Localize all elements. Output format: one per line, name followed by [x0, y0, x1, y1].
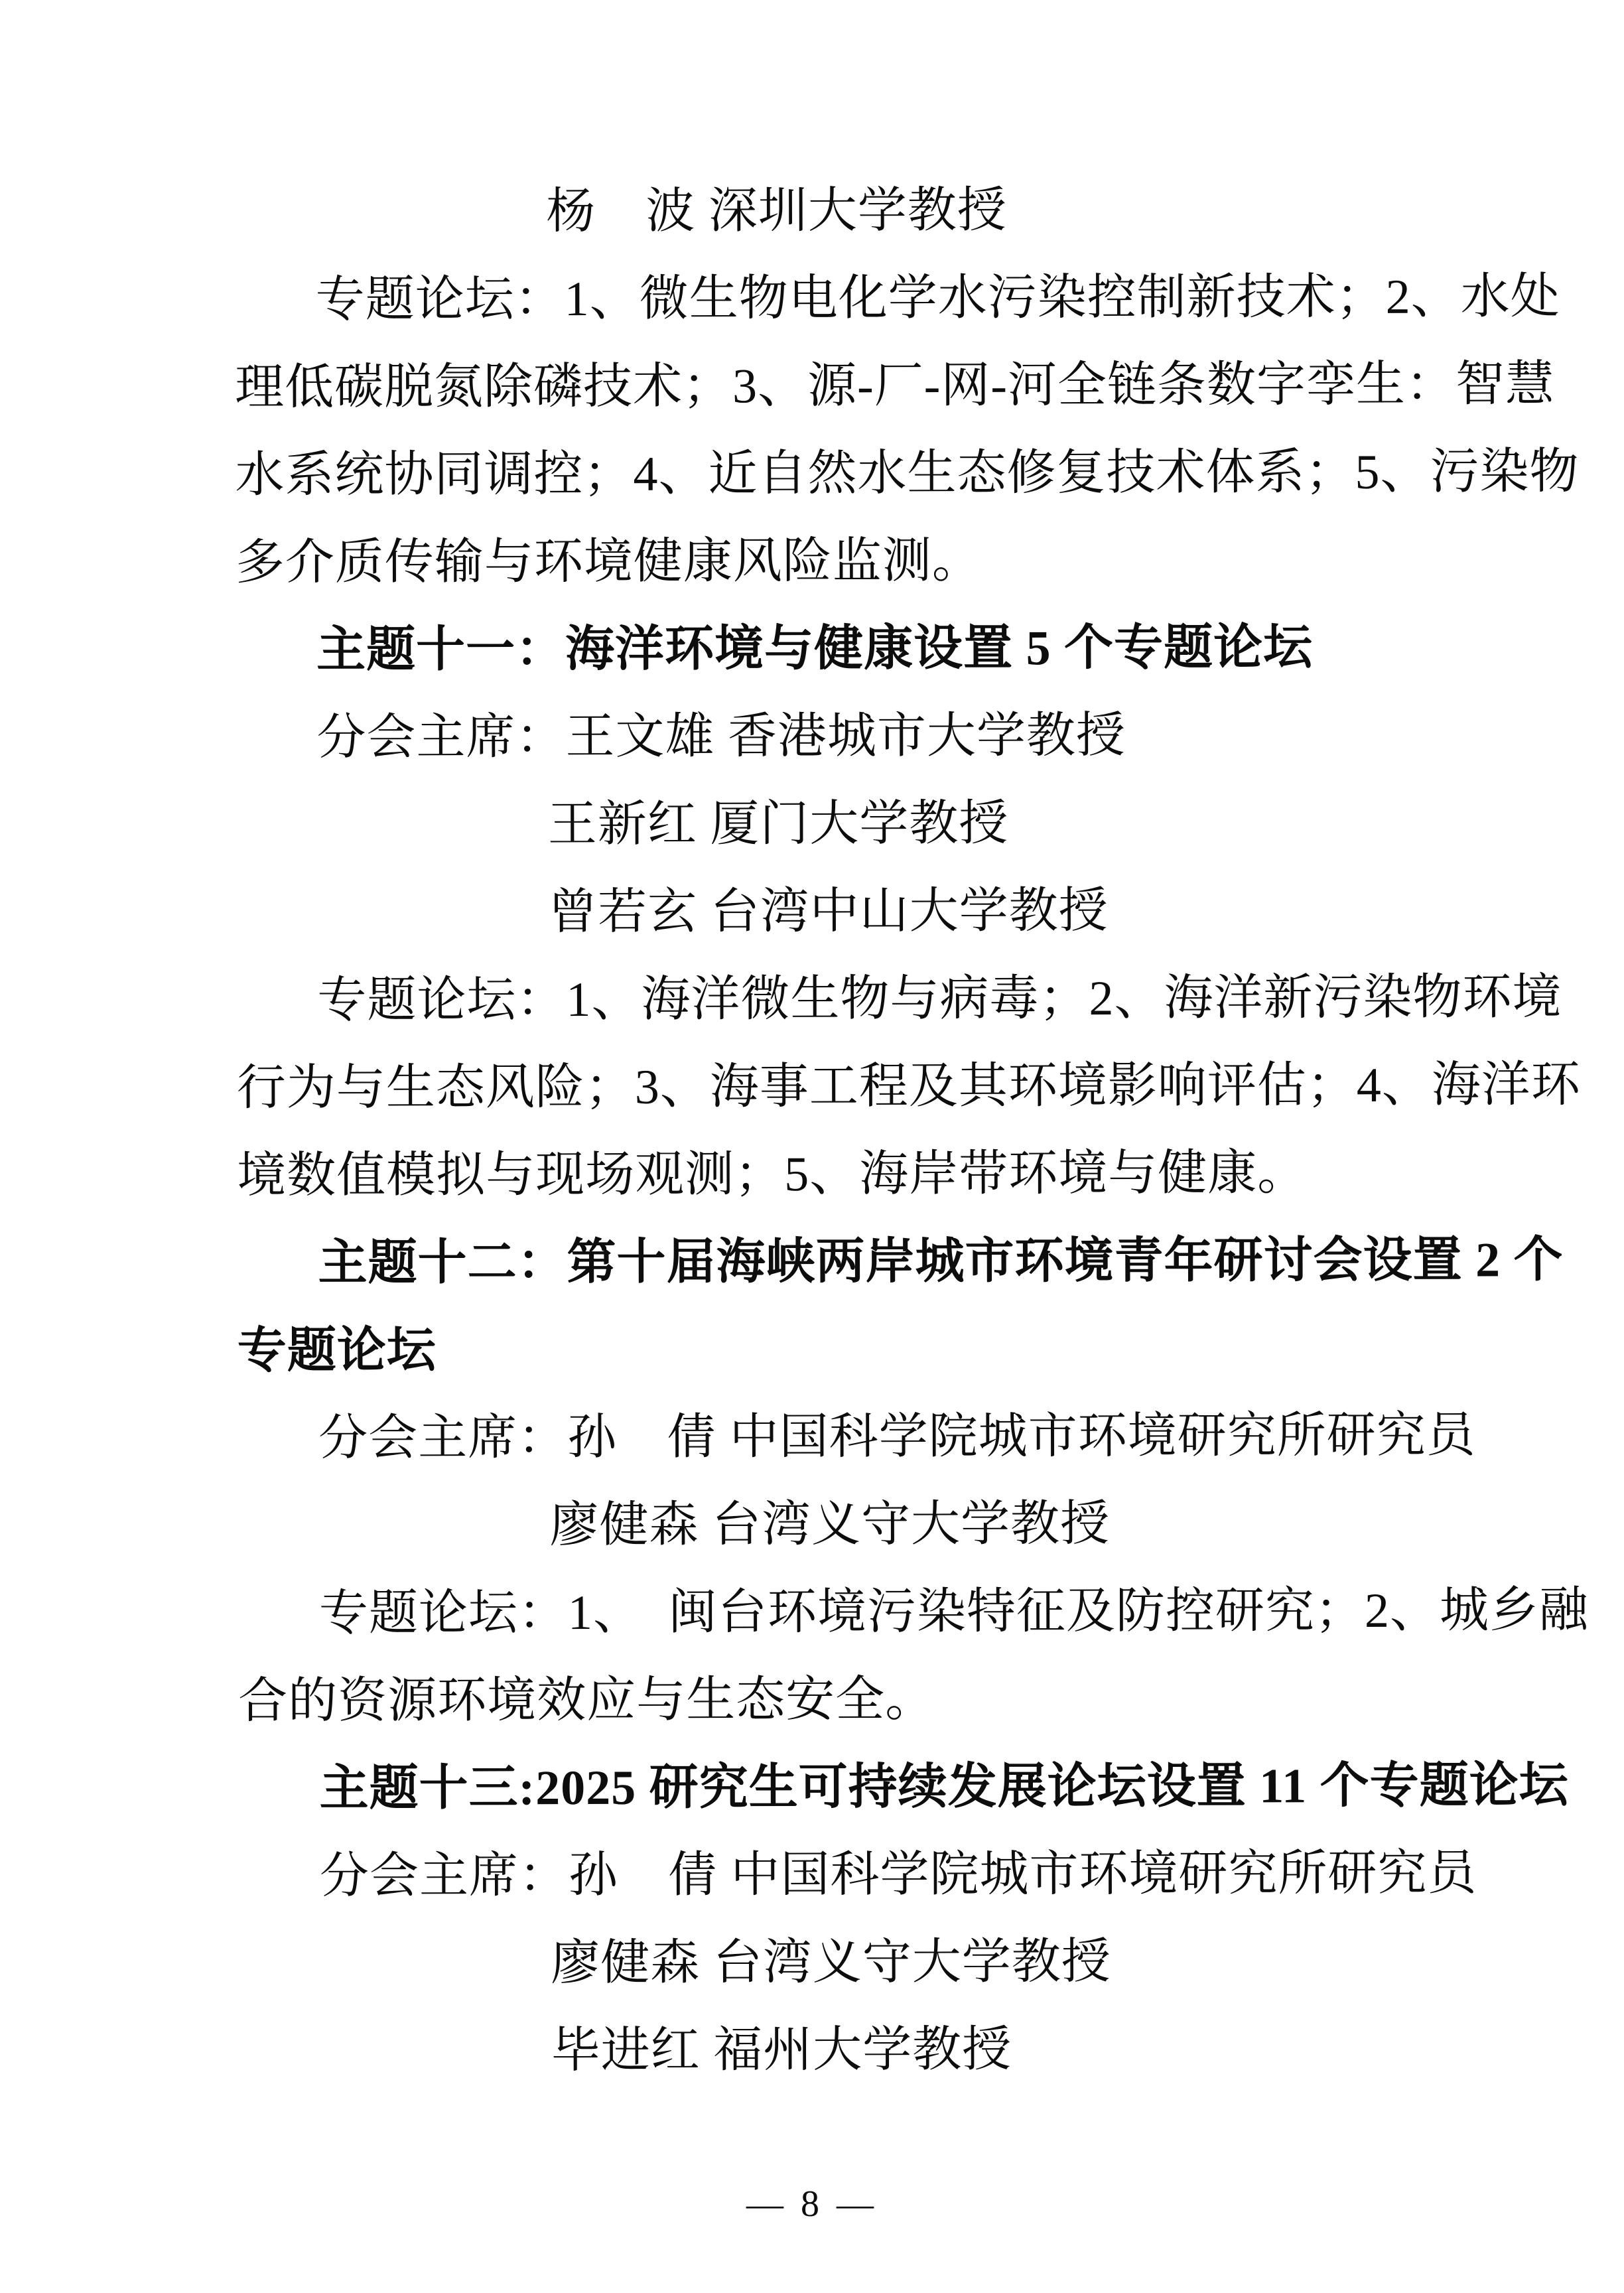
text-line: 专题论坛：1、 闽台环境污染特征及防控研究；2、城乡融 — [318, 1583, 1590, 1641]
text-line: 行为与生态风险；3、海事工程及其环境影响评估；4、海洋环 — [236, 1058, 1581, 1116]
text-line: 廖健森 台湾义守大学教授 — [549, 1496, 1111, 1553]
document-text-block — [234, 166, 1590, 2096]
text-line: 专题论坛：1、微生物电化学水污染控制新技术；2、水处 — [315, 269, 1560, 328]
text-line: 理低碳脱氮除磷技术；3、源-厂-网-河全链条数字孪生：智慧 — [234, 357, 1556, 415]
text-line: 主题十三:2025 研究生可持续发展论坛设置 11 个专题论坛 — [319, 1758, 1569, 1817]
page-number: — 8 — — [746, 2184, 878, 2225]
text-line: 王新红 厦门大学教授 — [547, 796, 1009, 853]
text-line: 毕进红 福州大学教授 — [551, 2022, 1012, 2079]
text-line: 分会主席：孙 倩 中国科学院城市环境研究所研究员 — [319, 1846, 1477, 1904]
text-line: 专题论坛 — [237, 1323, 437, 1379]
text-line: 曾若玄 台湾中山大学教授 — [548, 883, 1109, 940]
text-line: 主题十一：海洋环境与健康设置 5 个专题论坛 — [316, 620, 1314, 678]
text-line: 分会主席：王文雄 香港城市大学教授 — [316, 708, 1126, 766]
text-line: 水系统协同调控；4、近自然水生态修复技术体系；5、污染物 — [235, 445, 1580, 503]
text-line: 境数值模拟与现场观测；5、海岸带环境与健康。 — [237, 1146, 1308, 1204]
text-line: 合的资源环境效应与生态安全。 — [238, 1672, 935, 1729]
text-line: 主题十二：第十届海峡两岸城市环境青年研讨会设置 2 个 — [318, 1233, 1564, 1291]
text-line: 廖健森 台湾义守大学教授 — [551, 1934, 1111, 1991]
text-line: 分会主席：孙 倩 中国科学院城市环境研究所研究员 — [318, 1408, 1476, 1466]
text-line: 杨 波 深圳大学教授 — [546, 183, 1007, 240]
text-line: 多介质传输与环境健康风险监测。 — [235, 533, 982, 591]
text-line: 专题论坛：1、海洋微生物与病毒；2、海洋新污染物环境 — [317, 970, 1562, 1028]
